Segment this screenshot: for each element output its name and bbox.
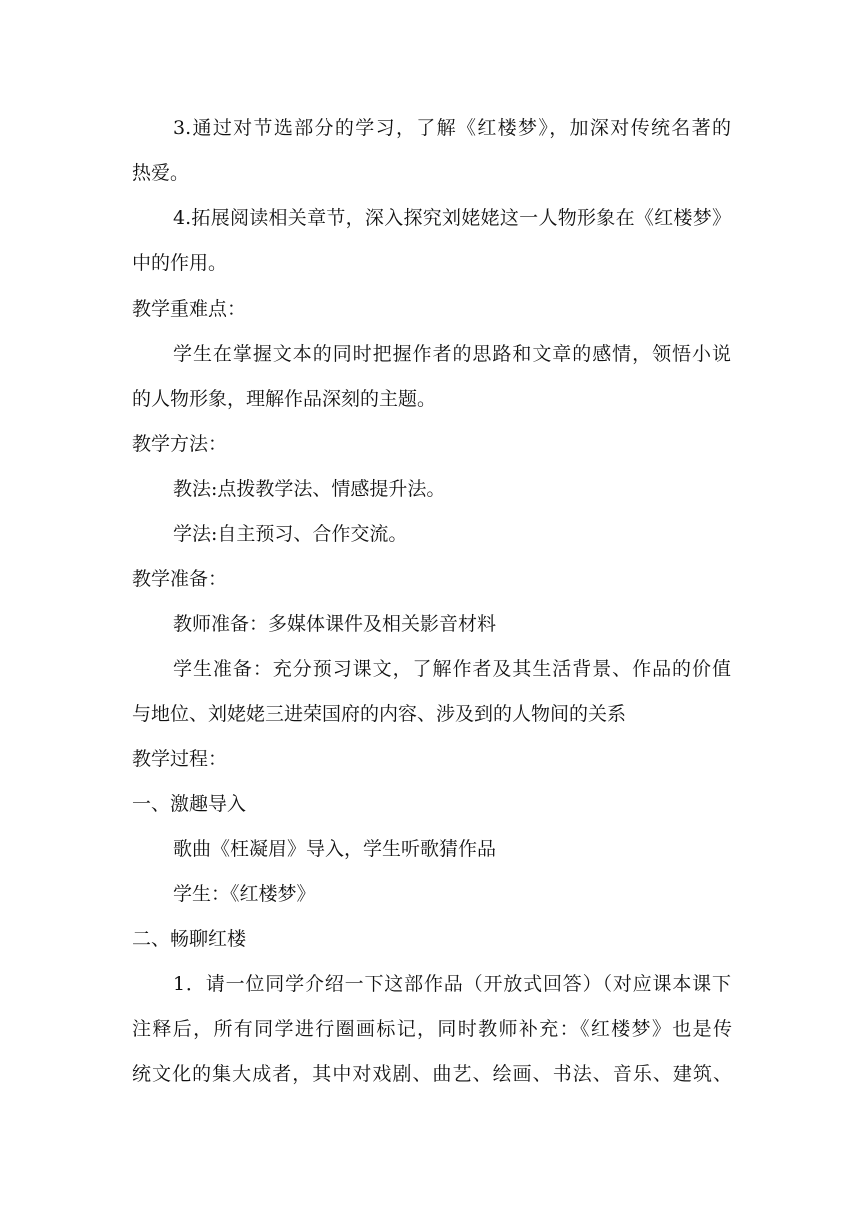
paragraph-line: 统文化的集大成者，其中对戏剧、曲艺、绘画、书法、音乐、建筑、 xyxy=(132,1063,732,1085)
paragraph-line: 学生准备：充分预习课文，了解作者及其生活背景、作品的价值 xyxy=(173,658,731,680)
section-heading: 教学重难点： xyxy=(132,298,247,320)
paragraph-line: 歌曲《枉凝眉》导入，学生听歌猜作品 xyxy=(173,838,497,860)
paragraph-line: 与地位、刘姥姥三进荣国府的内容、涉及到的人物间的关系 xyxy=(132,703,627,725)
paragraph-line: 教师准备：多媒体课件及相关影音材料 xyxy=(173,613,497,635)
paragraph-line: 学生：《红楼梦》 xyxy=(173,883,316,905)
paragraph-line: 3.通过对节选部分的学习，了解《红楼梦》，加深对传统名著的 xyxy=(173,117,731,139)
paragraph-line: 热爱。 xyxy=(132,162,190,184)
paragraph-line: 注释后，所有同学进行圈画标记，同时教师补充：《红楼梦》也是传 xyxy=(132,1018,732,1040)
section-heading: 教学过程： xyxy=(132,748,228,770)
paragraph-line: 中的作用。 xyxy=(132,252,228,274)
paragraph-line: 4.拓展阅读相关章节，深入探究刘姥姥这一人物形象在《红楼梦》 xyxy=(173,207,731,229)
paragraph-line: 学法:自主预习、合作交流。 xyxy=(173,523,408,545)
section-heading: 教学准备： xyxy=(132,568,228,590)
section-heading: 一、激趣导入 xyxy=(132,793,247,815)
paragraph-line: 教法:点拨教学法、情感提升法。 xyxy=(173,478,446,500)
paragraph-line: 学生在掌握文本的同时把握作者的思路和文章的感情，领悟小说 xyxy=(173,343,731,365)
section-heading: 教学方法： xyxy=(132,433,228,455)
paragraph-line: 1．请一位同学介绍一下这部作品（开放式回答）（对应课本课下 xyxy=(173,973,731,995)
paragraph-line: 的人物形象，理解作品深刻的主题。 xyxy=(132,388,437,410)
section-heading: 二、畅聊红楼 xyxy=(132,928,247,950)
